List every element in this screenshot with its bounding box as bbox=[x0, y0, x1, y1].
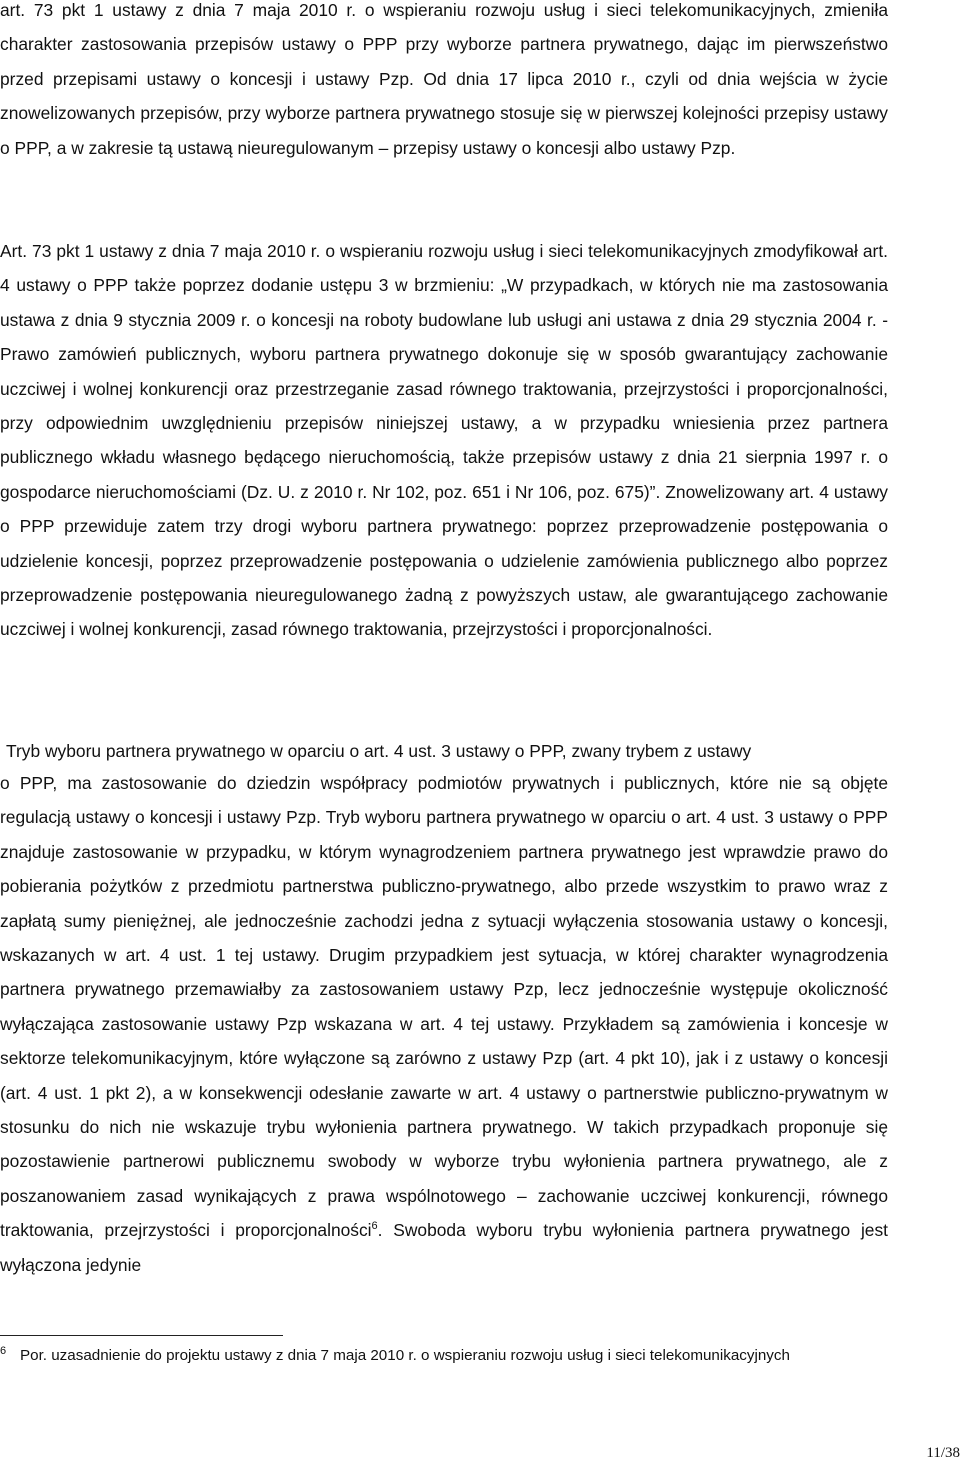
footnote-text: Por. uzasadnienie do projektu ustawy z dnia 7 maja 2010 r. o wspieraniu rozwoju usług i sieci telekomunikacyjnych bbox=[20, 1347, 790, 1364]
paragraph-3-first-line bbox=[6, 734, 888, 768]
paragraph-3 bbox=[0, 766, 888, 1282]
footnote-separator bbox=[0, 1335, 283, 1336]
paragraph-3-first-line-text: Tryb wyboru partnera prywatnego w oparciu o art. 4 ust. 3 ustawy o PPP, zwany trybem z ustawy bbox=[6, 741, 752, 761]
paragraph-1-text: art. 73 pkt 1 ustawy z dnia 7 maja 2010 r. o wspieraniu rozwoju usług i sieci telekomunikacyjnych, zmieniła charakter zastosowania przepisów ustawy o PPP przy wyborze partnera prywatnego, dając im pierwszeństwo przed przepisami ustawy o koncesji i ustawy Pzp. Od dnia 17 lipca 2010 r., czyli od dnia wejścia w życie znowelizowanych przepisów, przy wyborze partnera prywatnego stosuje się w pierwszej kolejności przepisy ustawy o PPP, a w zakresie tą ustawą nieuregulowanym – przepisy ustawy o koncesji albo ustawy Pzp. bbox=[0, 0, 888, 158]
footnote-reference[interactable]: 6 bbox=[371, 1220, 378, 1233]
footnote bbox=[0, 1345, 888, 1366]
paragraph-2 bbox=[0, 234, 888, 647]
page-number: 11/38 bbox=[926, 1445, 960, 1461]
paragraph-1 bbox=[0, 0, 888, 165]
footnote-number: 6 bbox=[0, 1345, 7, 1357]
paragraph-3-text: o PPP, ma zastosowanie do dziedzin współpracy podmiotów prywatnych i publicznych, które nie są objęte regulacją ustawy o koncesji i ustawy Pzp. Tryb wyboru partnera prywatnego w oparciu o art. 4 ust. 3 ustawy o PPP znajduje zastosowanie w przypadku, w którym wynagrodzeniem partnera prywatnego jest wprawdzie prawo do pobierania pożytków z przedmiotu partnerstwa publiczno-prywatnego, albo przede wszystkim to prawo wraz z zapłatą sumy pieniężnej, ale jednocześnie zachodzi jedna z sytuacji wyłączenia stosowania ustawy o koncesji, wskazanych w art. 4 ust. 1 tej ustawy. Drugim przypadkiem jest sytuacja, w której charakter wynagrodzenia partnera prywatnego przemawiałby za zastosowaniem ustawy Pzp, lecz jednocześnie występuje okoliczność wyłączająca zastosowanie ustawy Pzp wskazana w art. 4 tej ustawy. Przykładem są zamówienia i koncesje w sektorze telekomunikacyjnym, które wyłączone są zarówno z ustawy Pzp (art. 4 pkt 10), jak i z ustawy o koncesji (art. 4 ust. 1 pkt 2), a w konsekwencji odesłanie zawarte w art. 4 ustawy o partnerstwie publiczno-prywatnym w stosunku do nich nie wskazuje trybu wyłonienia partnera prywatnego. W takich przypadkach proponuje się pozostawienie partnerowi publicznemu swobody w wyborze trybu wyłonienia partnera prywatnego, ale z poszanowaniem zasad wynikających z prawa wspólnotowego – zachowanie uczciwej konkurencji, równego traktowania, przejrzystości i proporcjonalności bbox=[0, 773, 888, 1241]
paragraph-2-text: Art. 73 pkt 1 ustawy z dnia 7 maja 2010 r. o wspieraniu rozwoju usług i sieci telekomunikacyjnych zmodyfikował art. 4 ustawy o PPP także poprzez dodanie ustępu 3 w brzmieniu: „W przypadkach, w których nie ma zastosowania ustawa z dnia 9 stycznia 2009 r. o koncesji na roboty budowlane lub usługi ani ustawa z dnia 29 stycznia 2004 r. - Prawo zamówień publicznych, wyboru partnera prywatnego dokonuje się w sposób gwarantujący zachowanie uczciwej i wolnej konkurencji oraz przestrzeganie zasad równego traktowania, przejrzystości i proporcjonalności, przy odpowiednim uwzględnieniu przepisów niniejszej ustawy, a w przypadku wniesienia przez partnera publicznego wkładu własnego będącego nieruchomością, także przepisów ustawy z dnia 21 sierpnia 1997 r. o gospodarce nieruchomościami (Dz. U. z 2010 r. Nr 102, poz. 651 i Nr 106, poz. 675)”. Znowelizowany art. 4 ustawy o PPP przewiduje zatem trzy drogi wyboru partnera prywatnego: poprzez przeprowadzenie postępowania o udzielenie koncesji, poprzez przeprowadzenie postępowania o udzielenie zamówienia publicznego albo poprzez przeprowadzenie postępowania nieuregulowanego żadną z powyższych ustaw, ale gwarantującego zachowanie uczciwej i wolnej konkurencji, zasad równego traktowania, przejrzystości i proporcjonalności. bbox=[0, 241, 888, 640]
paragraph-3-text-continued: . Swoboda wyboru trybu wyłonienia partnera prywatnego jest wyłączona jedynie bbox=[0, 1220, 889, 1275]
